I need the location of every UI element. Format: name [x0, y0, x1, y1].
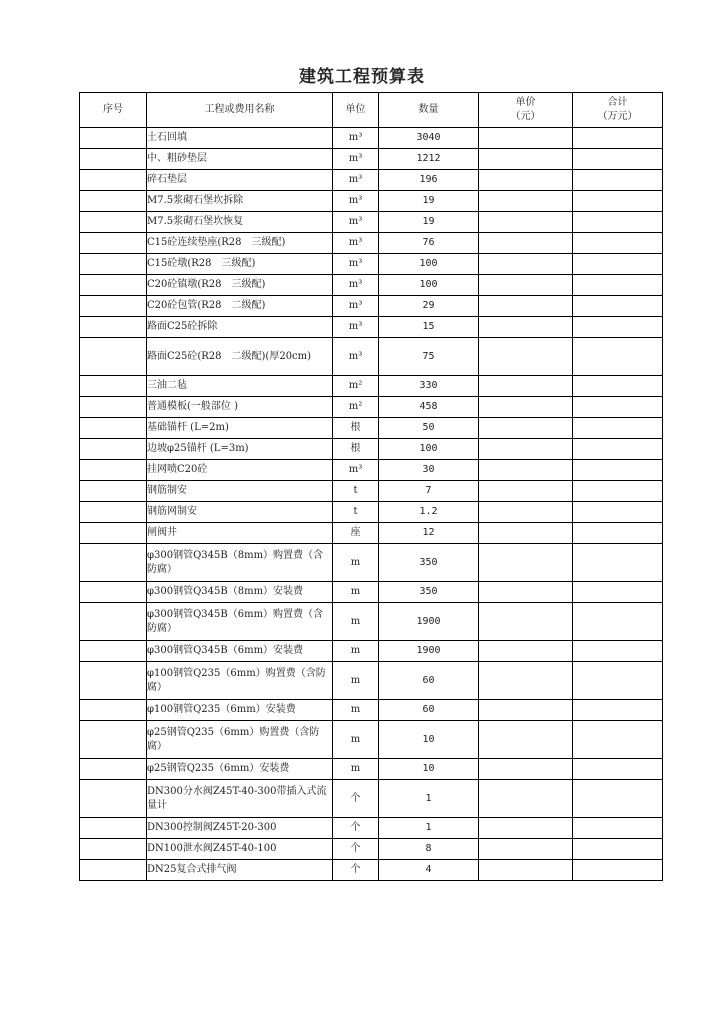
seq-cell [80, 317, 147, 338]
price-cell [479, 544, 573, 582]
unit-cell: m [333, 582, 379, 603]
qty-cell: 60 [379, 662, 479, 700]
qty-cell: 19 [379, 212, 479, 233]
name-cell: M7.5浆砌石堡坎恢复 [147, 212, 333, 233]
name-cell: 路面C25砼拆除 [147, 317, 333, 338]
unit-cell: m³ [333, 191, 379, 212]
total-cell [573, 191, 663, 212]
seq-cell [80, 818, 147, 839]
price-cell [479, 481, 573, 502]
name-cell: φ25钢管Q235（6mm）购置费（含防腐） [147, 721, 333, 759]
name-cell: C20砼包管(R28 二级配) [147, 296, 333, 317]
price-cell [479, 460, 573, 481]
seq-cell [80, 149, 147, 170]
unit-cell: 个 [333, 839, 379, 860]
header-total-label: 合计 [607, 97, 628, 108]
table-row [80, 191, 663, 212]
unit-cell: m³ [333, 460, 379, 481]
unit-cell: 个 [333, 818, 379, 839]
qty-cell: 60 [379, 700, 479, 721]
total-cell [573, 641, 663, 662]
table-header-row [80, 93, 663, 128]
price-cell [479, 818, 573, 839]
table-row [80, 759, 663, 780]
name-cell: C15砼墩(R28 三级配) [147, 254, 333, 275]
total-cell [573, 149, 663, 170]
unit-cell: m [333, 544, 379, 582]
budget-table [79, 92, 663, 881]
name-cell: 挂网喷C20砼 [147, 460, 333, 481]
seq-cell [80, 839, 147, 860]
unit-cell: m³ [333, 275, 379, 296]
total-cell [573, 544, 663, 582]
total-cell [573, 481, 663, 502]
price-cell [479, 700, 573, 721]
table-row [80, 700, 663, 721]
total-cell [573, 397, 663, 418]
total-cell [573, 662, 663, 700]
unit-cell: m [333, 721, 379, 759]
unit-cell: m² [333, 397, 379, 418]
name-cell: 碎石垫层 [147, 170, 333, 191]
table-row [80, 544, 663, 582]
name-cell: C20砼镇墩(R28 三级配) [147, 275, 333, 296]
total-cell [573, 839, 663, 860]
seq-cell [80, 233, 147, 254]
unit-cell: m [333, 641, 379, 662]
table-row [80, 254, 663, 275]
name-cell: 普通模板(一般部位 ) [147, 397, 333, 418]
name-cell: M7.5浆砌石堡坎拆除 [147, 191, 333, 212]
unit-cell: m³ [333, 170, 379, 191]
table-row [80, 128, 663, 149]
table-row [80, 839, 663, 860]
total-cell [573, 860, 663, 881]
seq-cell [80, 191, 147, 212]
table-row [80, 780, 663, 818]
name-cell: 中、粗砂垫层 [147, 149, 333, 170]
seq-cell [80, 860, 147, 881]
seq-cell [80, 780, 147, 818]
unit-cell: m³ [333, 233, 379, 254]
qty-cell: 8 [379, 839, 479, 860]
name-cell: 边坡φ25锚杆 (L=3m) [147, 439, 333, 460]
unit-cell: 根 [333, 418, 379, 439]
table-row [80, 275, 663, 296]
price-cell [479, 839, 573, 860]
seq-cell [80, 502, 147, 523]
unit-cell: m³ [333, 149, 379, 170]
table-row [80, 376, 663, 397]
price-cell [479, 662, 573, 700]
price-cell [479, 603, 573, 641]
seq-cell [80, 544, 147, 582]
qty-cell: 4 [379, 860, 479, 881]
price-cell [479, 759, 573, 780]
seq-cell [80, 254, 147, 275]
total-cell [573, 460, 663, 481]
qty-cell: 75 [379, 338, 479, 376]
name-cell: 钢筋制安 [147, 481, 333, 502]
table-row [80, 721, 663, 759]
total-cell [573, 780, 663, 818]
name-cell: φ300钢管Q345B（8mm）安装费 [147, 582, 333, 603]
qty-cell: 1 [379, 818, 479, 839]
price-cell [479, 376, 573, 397]
name-cell: DN100泄水阀Z45T-40-100 [147, 839, 333, 860]
header-name: 工程或费用名称 [147, 93, 333, 128]
unit-cell: 个 [333, 860, 379, 881]
total-cell [573, 502, 663, 523]
total-cell [573, 317, 663, 338]
table-row [80, 818, 663, 839]
table-row [80, 317, 663, 338]
unit-cell: m [333, 662, 379, 700]
table-row [80, 481, 663, 502]
price-cell [479, 780, 573, 818]
qty-cell: 3040 [379, 128, 479, 149]
unit-cell: m³ [333, 128, 379, 149]
unit-cell: 座 [333, 523, 379, 544]
name-cell: 三油二毡 [147, 376, 333, 397]
total-cell [573, 759, 663, 780]
qty-cell: 1900 [379, 641, 479, 662]
qty-cell: 7 [379, 481, 479, 502]
name-cell: φ300钢管Q345B（6mm）安装费 [147, 641, 333, 662]
name-cell: 钢筋网制安 [147, 502, 333, 523]
seq-cell [80, 296, 147, 317]
qty-cell: 10 [379, 759, 479, 780]
price-cell [479, 582, 573, 603]
qty-cell: 100 [379, 275, 479, 296]
qty-cell: 100 [379, 439, 479, 460]
price-cell [479, 502, 573, 523]
header-total-unit: （万元） [597, 111, 638, 122]
unit-cell: 个 [333, 780, 379, 818]
qty-cell: 50 [379, 418, 479, 439]
price-cell [479, 439, 573, 460]
price-cell [479, 397, 573, 418]
price-cell [479, 254, 573, 275]
seq-cell [80, 439, 147, 460]
qty-cell: 30 [379, 460, 479, 481]
table-row [80, 603, 663, 641]
qty-cell: 76 [379, 233, 479, 254]
table-row [80, 149, 663, 170]
price-cell [479, 317, 573, 338]
qty-cell: 1.2 [379, 502, 479, 523]
name-cell: 路面C25砼(R28 二级配)(厚20cm) [147, 338, 333, 376]
header-price [479, 93, 573, 128]
total-cell [573, 376, 663, 397]
header-seq: 序号 [80, 93, 147, 128]
seq-cell [80, 212, 147, 233]
qty-cell: 350 [379, 544, 479, 582]
total-cell [573, 212, 663, 233]
seq-cell [80, 460, 147, 481]
name-cell: φ25钢管Q235（6mm）安装费 [147, 759, 333, 780]
seq-cell [80, 641, 147, 662]
table-row [80, 582, 663, 603]
seq-cell [80, 338, 147, 376]
header-price-label: 单价 [515, 97, 536, 108]
name-cell: 闸阀井 [147, 523, 333, 544]
qty-cell: 12 [379, 523, 479, 544]
table-row [80, 212, 663, 233]
table-row [80, 502, 663, 523]
price-cell [479, 275, 573, 296]
total-cell [573, 296, 663, 317]
name-cell: φ300钢管Q345B（6mm）购置费（含防腐） [147, 603, 333, 641]
seq-cell [80, 418, 147, 439]
unit-cell: t [333, 481, 379, 502]
unit-cell: m [333, 759, 379, 780]
total-cell [573, 275, 663, 296]
table-row [80, 662, 663, 700]
price-cell [479, 191, 573, 212]
name-cell: φ100钢管Q235（6mm）购置费（含防腐） [147, 662, 333, 700]
table-row [80, 338, 663, 376]
total-cell [573, 439, 663, 460]
name-cell: C15砼连续垫座(R28 三级配) [147, 233, 333, 254]
qty-cell: 19 [379, 191, 479, 212]
table-row [80, 397, 663, 418]
seq-cell [80, 721, 147, 759]
unit-cell: m³ [333, 338, 379, 376]
qty-cell: 15 [379, 317, 479, 338]
unit-cell: m³ [333, 254, 379, 275]
header-unit: 单位 [333, 93, 379, 128]
table-row [80, 439, 663, 460]
header-qty: 数量 [379, 93, 479, 128]
seq-cell [80, 376, 147, 397]
price-cell [479, 338, 573, 376]
unit-cell: m [333, 700, 379, 721]
page-title: 建筑工程预算表 [299, 67, 425, 87]
name-cell: DN300分水阀Z45T-40-300带插入式流量计 [147, 780, 333, 818]
qty-cell: 1 [379, 780, 479, 818]
seq-cell [80, 275, 147, 296]
seq-cell [80, 582, 147, 603]
seq-cell [80, 759, 147, 780]
table-row [80, 860, 663, 881]
header-total [573, 93, 663, 128]
qty-cell: 1900 [379, 603, 479, 641]
price-cell [479, 860, 573, 881]
unit-cell: m³ [333, 212, 379, 233]
name-cell: DN25复合式排气阀 [147, 860, 333, 881]
total-cell [573, 523, 663, 544]
qty-cell: 29 [379, 296, 479, 317]
seq-cell [80, 128, 147, 149]
qty-cell: 10 [379, 721, 479, 759]
table-row [80, 170, 663, 191]
unit-cell: 根 [333, 439, 379, 460]
name-cell: φ300钢管Q345B（8mm）购置费（含防腐） [147, 544, 333, 582]
price-cell [479, 721, 573, 759]
total-cell [573, 721, 663, 759]
qty-cell: 458 [379, 397, 479, 418]
seq-cell [80, 662, 147, 700]
price-cell [479, 296, 573, 317]
qty-cell: 196 [379, 170, 479, 191]
qty-cell: 350 [379, 582, 479, 603]
seq-cell [80, 481, 147, 502]
total-cell [573, 818, 663, 839]
total-cell [573, 128, 663, 149]
total-cell [573, 170, 663, 191]
seq-cell [80, 603, 147, 641]
seq-cell [80, 397, 147, 418]
table-row [80, 233, 663, 254]
total-cell [573, 254, 663, 275]
price-cell [479, 212, 573, 233]
unit-cell: m² [333, 376, 379, 397]
total-cell [573, 700, 663, 721]
price-cell [479, 149, 573, 170]
unit-cell: t [333, 502, 379, 523]
price-cell [479, 641, 573, 662]
price-cell [479, 170, 573, 191]
qty-cell: 100 [379, 254, 479, 275]
table-row [80, 460, 663, 481]
price-cell [479, 418, 573, 439]
name-cell: DN300控制阀Z45T-20-300 [147, 818, 333, 839]
total-cell [573, 418, 663, 439]
seq-cell [80, 523, 147, 544]
seq-cell [80, 700, 147, 721]
qty-cell: 330 [379, 376, 479, 397]
total-cell [573, 233, 663, 254]
total-cell [573, 338, 663, 376]
price-cell [479, 523, 573, 544]
table-row [80, 641, 663, 662]
total-cell [573, 582, 663, 603]
table-row [80, 418, 663, 439]
table-row [80, 523, 663, 544]
qty-cell: 1212 [379, 149, 479, 170]
price-cell [479, 233, 573, 254]
unit-cell: m³ [333, 296, 379, 317]
name-cell: 土石回填 [147, 128, 333, 149]
name-cell: 基础锚杆 (L=2m) [147, 418, 333, 439]
price-cell [479, 128, 573, 149]
total-cell [573, 603, 663, 641]
seq-cell [80, 170, 147, 191]
name-cell: φ100钢管Q235（6mm）安装费 [147, 700, 333, 721]
table-row [80, 296, 663, 317]
header-price-unit: （元） [510, 111, 541, 122]
unit-cell: m³ [333, 317, 379, 338]
unit-cell: m [333, 603, 379, 641]
